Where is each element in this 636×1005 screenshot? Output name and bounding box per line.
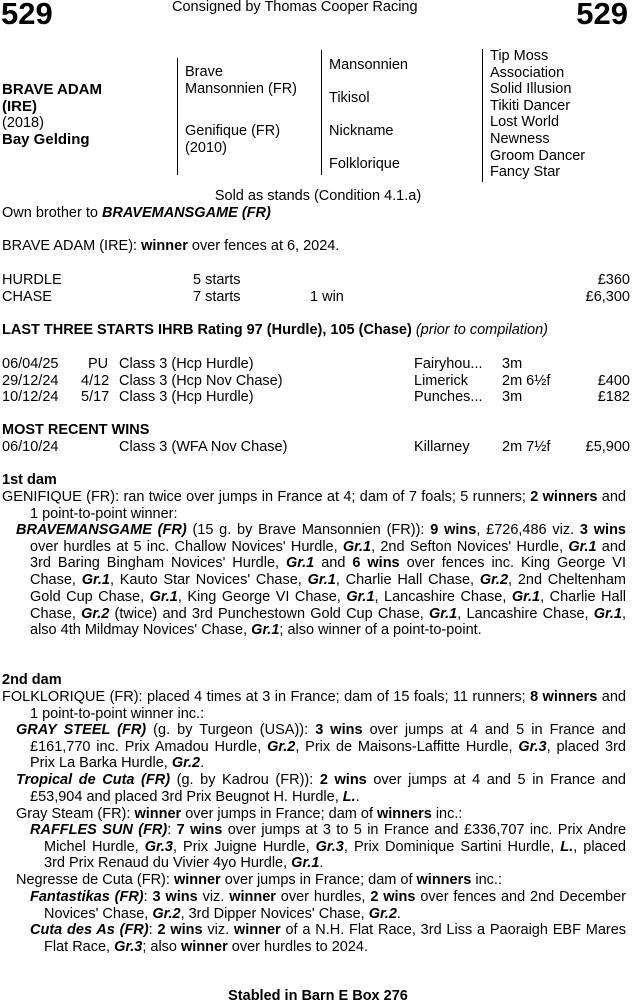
record-row-chase: CHASE 7 starts 1 win £6,300 bbox=[2, 289, 630, 305]
pedigree-third-generation bbox=[490, 48, 585, 181]
last-three-heading: LAST THREE STARTS IHRB Rating 97 (Hurdle), 105 (Chase) (prior to compilation) bbox=[2, 322, 549, 338]
pedigree-sire: Brave Mansonnien (FR) bbox=[185, 64, 298, 97]
horse-name: BRAVE ADAM (IRE) bbox=[2, 81, 102, 115]
g3-item: Newness bbox=[490, 130, 550, 147]
lot-number-left: 529 bbox=[1, 0, 53, 31]
bravemansgame-entry: BRAVEMANSGAME (FR) (15 g. by Brave Mansonnien (FR)): 9 wins, £726,486 viz. 3 wins over hurdles at 5 inc. Challow Novices' Hurdle, Gr.1, 2nd Sefton Novices' Hurdle, Gr.1 and 3rd Baring Bingham Novices' Hurdle, Gr.1 and 6 wins over fences inc. King George VI Chase, Gr.1, Kauto Star Novices' Chase, Gr.1, Charlie Hall Chase, Gr.2, 2nd Cheltenham Gold Cup Chase, Gr.1, King George VI Chase, Gr.1, Lancashire Chase, Gr.1, Charlie Hall Chase, Gr.2 (twice) and 3rd Punchestown Gold Cup Chase, Gr.1, Lancashire Chase, Gr.1, also 4th Mildmay Novices' Chase, Gr.1; also winner of a point-to-point. bbox=[16, 522, 627, 639]
cuta-des-as-entry: Cuta des As (FR): 2 wins viz. winner of a N.H. Flat Race, 3rd Liss a Paoraigh EBF Mares Flat Race, Gr.3; also winner over hurdles to 2024. bbox=[30, 922, 627, 955]
first-dam-heading: 1st dam bbox=[2, 472, 57, 488]
pedigree-divider-2 bbox=[321, 50, 322, 175]
recent-win-row: 06/10/24 Class 3 (WFA Nov Chase) Killarney 2m 7½f £5,900 bbox=[2, 439, 630, 455]
first-dam-text: GENIFIQUE (FR): ran twice over jumps in France at 4; dam of 7 foals; 5 runners; 2 winners and 1 point-to-point winner: bbox=[2, 489, 627, 522]
pedigree-granddam-sire: Tikisol bbox=[329, 90, 370, 106]
pedigree-divider-3 bbox=[482, 49, 483, 182]
own-brother-line: Own brother to BRAVEMANSGAME (FR) bbox=[2, 205, 271, 221]
stabling-footer: Stabled in Barn E Box 276 bbox=[228, 988, 408, 1004]
gray-steam-entry: Gray Steam (FR): winner over jumps in France; dam of winners inc.: bbox=[16, 806, 463, 822]
g3-item: Fancy Star bbox=[490, 164, 561, 181]
race-summary: BRAVE ADAM (IRE): winner over fences at 6, 2024. bbox=[2, 238, 340, 254]
second-dam-heading: 2nd dam bbox=[2, 672, 62, 688]
start-row: 29/12/24 4/12 Class 3 (Hcp Nov Chase) Limerick 2m 6½f £400 bbox=[2, 373, 630, 389]
gray-steel-entry: GRAY STEEL (FR) (g. by Turgeon (USA)): 3 wins over jumps at 4 and 5 in France and £161,770 inc. Prix Amadou Hurdle, Gr.2, Prix de Maisons-Laffitte Hurdle, Gr.3, placed 3rd Prix La Barka Hurdle, Gr.2. bbox=[16, 722, 626, 772]
pedigree-grandsire: Mansonnien bbox=[329, 57, 408, 73]
g3-item: Groom Dancer bbox=[490, 147, 586, 164]
pedigree-dam: Genifique (FR) (2010) bbox=[185, 123, 281, 156]
g3-item: Solid Illusion bbox=[490, 81, 572, 98]
sold-as-note: Sold as stands (Condition 4.1.a) bbox=[214, 188, 422, 204]
pedigree-divider-1 bbox=[177, 58, 178, 175]
g3-item: Association bbox=[490, 64, 565, 81]
horse-year: (2018) bbox=[2, 115, 44, 131]
negresse-de-cuta-entry: Negresse de Cuta (FR): winner over jumps in France; dam of winners inc.: bbox=[16, 872, 502, 888]
g3-item: Tikiti Dancer bbox=[490, 97, 571, 114]
start-row: 06/04/25 PU Class 3 (Hcp Hurdle) Fairyhou... 3m bbox=[2, 356, 523, 372]
horse-description: Bay Gelding bbox=[2, 131, 90, 148]
recent-wins-heading: MOST RECENT WINS bbox=[2, 422, 150, 438]
g3-item: Lost World bbox=[490, 114, 560, 131]
g3-item: Tip Moss bbox=[490, 48, 549, 64]
lot-number-right: 529 bbox=[576, 0, 628, 31]
tropical-de-cuta-entry: Tropical de Cuta (FR) (g. by Kadrou (FR)): 2 wins over jumps at 4 and 5 in France and £53,904 and placed 3rd Prix Beugnot H. Hurdle, L.. bbox=[16, 772, 626, 805]
pedigree-damsire: Nickname bbox=[329, 123, 394, 139]
pedigree-second-dam: Folklorique bbox=[329, 156, 400, 172]
second-dam-text: FOLKLORIQUE (FR): placed 4 times at 3 in France; dam of 15 foals; 11 runners; 8 winners and 1 point-to-point winner inc.: bbox=[2, 689, 626, 722]
fantastikas-entry: Fantastikas (FR): 3 wins viz. winner over hurdles, 2 wins over fences and 2nd December Novices' Chase, Gr.2, 3rd Dipper Novices' Chase, Gr.2. bbox=[30, 889, 626, 922]
consignor: Consigned by Thomas Cooper Racing bbox=[172, 0, 418, 15]
raffles-sun-entry: RAFFLES SUN (FR): 7 wins over jumps at 3 to 5 in France and £336,707 inc. Prix Andre Michel Hurdle, Gr.3, Prix Juigne Hurdle, Gr.3, Prix Dominique Sartini Hurdle, L., placed 3rd Prix Renaud du Vivier 4yo Hurdle, Gr.1. bbox=[30, 822, 627, 872]
start-row: 10/12/24 5/17 Class 3 (Hcp Hurdle) Punches... 3m £182 bbox=[2, 389, 630, 405]
record-row-hurdle: HURDLE 5 starts £360 bbox=[2, 272, 630, 288]
